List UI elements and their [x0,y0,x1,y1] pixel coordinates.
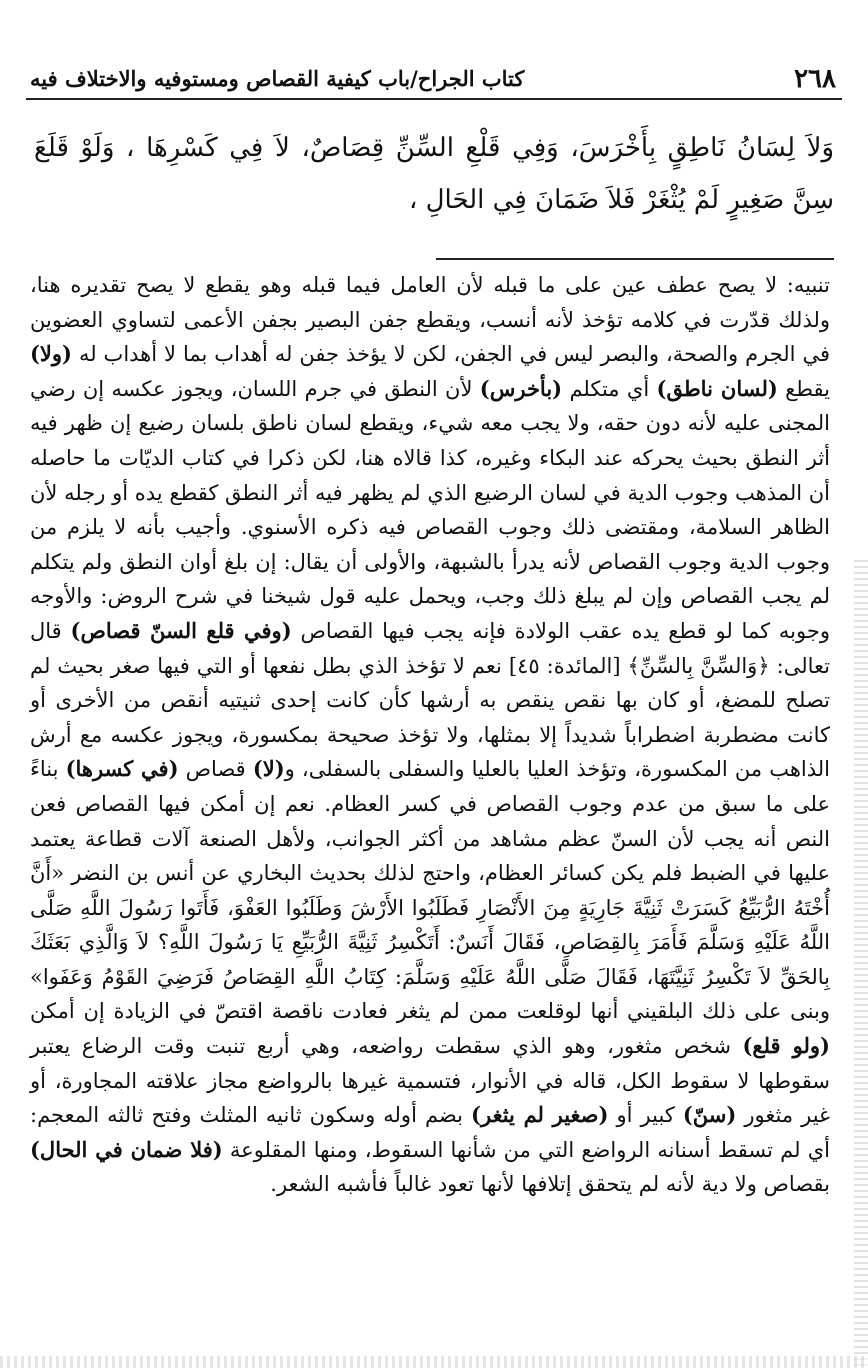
matn-quote: (لا) [252,756,285,782]
commentary-segment: يقطع [777,376,831,401]
commentary-segment: بناءً على ما سبق من عدم وجوب القصاص في كسر العظام. نعم إن أمكن فيها القصاص فعن النص أنه يجب لأن السنّ عظم مشاهد من أكثر الجوانب، ولأهل الصنعة آلات قطاعة يعتمد عليها في الضبط فلم يكن كسائر العظام، واحتج لذلك بحديث البخاري عن أنس بن النضر «أَنَّ أُخْتَهُ الرُّبَيِّعُ كَسَرَتْ ثَنِيَّةَ جَارِيَةٍ مِنَ الأَنْصَارِ فَطَلَبُوا الأَرْشَ وَطَلَبُوا العَفْوَ، فَأَتَوا رَسُولَ اللَّهِ صَلَّى اللَّهُ عَلَيْهِ وَسَلَّمَ فَأَمَرَ بِالقِصَاصِ، فَقَالَ أَنَسٌ: أَتَكْسِرُ ثَنِيَّةَ الرُّبَيِّعِ يَا رَسُولَ اللَّهِ؟ لاَ وَالَّذِي بَعَثَكَ بِالحَقِّ لاَ تَكْسِرُ ثَنِيَّتَهَا، فَقَالَ صَلَّى اللَّهُ عَلَيْهِ وَسَلَّمَ: كِتَابُ اللَّهِ القِصَاصُ فَرَضِيَ القَوْمُ وَعَفَوا» وبنى على ذلك البلقيني أنها لوقلعت ممن لم يثغر فعادت ناقصة اقتصّ في الزيادة إن أمكن [30,757,830,1024]
matn-quote: (بأخرس) [479,375,563,401]
matn-quote: (سنّ) [682,1102,737,1128]
commentary-paragraph [30,268,830,1202]
page-number: ٢٦٨ [794,64,836,94]
commentary [30,268,830,1202]
commentary-segment: بضم أوله وسكون ثانيه المثلث وفتح ثالثه المعجم: أي لم تسقط أسنانه الرواضع التي من شأنها السقوط، ومنها المقلوعة [30,1103,830,1162]
matn-quote: (لسان ناطق) [656,375,778,401]
matn-quote: (صغير لم يثغر) [471,1102,609,1128]
matn-quote: (فلا ضمان في الحال) [30,1136,223,1162]
commentary-segment: قال تعالى: ﴿وَالسِّنَّ بِالسِّنِّ﴾ [المائدة: ٤٥] نعم لا تؤخذ الذي بطل نفعها أو التي فيها صغر بحيث لم تصلح للمضغ، أو كان بها نقص ينقص به أرشها كأن كانت إحدى ثنيتيه أنقص من الأخرى أو كانت مضطربة اضطراباً شديداً إلا بمثلها، ولا تؤخذ صحيحة بمكسورة، ويجوز عكسه مع أرش الذاهب من المكسورة، وتؤخذ العليا بالعليا والسفلى بالسفلى، و [30,618,830,782]
matn-quote: (في كسرها) [65,756,179,782]
matn-quote: (ولو قلع) [742,1033,830,1059]
commentary-segment: تنبيه: لا يصح عطف عين على ما قبله لأن العامل فيما قبله وهو يقطع لا يصح تقديره هنا، ولذلك قدّرت في كلامه تؤخذ لأنه أنسب، ويقطع جفن البصير بجفن الأعمى لتساوي العضوين في الجرم والصحة، والبصر ليس في الجفن، لكن لا يؤخذ جفن له أهداب بما لا أهداب له [30,273,831,367]
commentary-segment: أي متكلم [562,376,657,401]
separator-rule [436,258,834,260]
commentary-segment: قصاص [178,757,253,782]
commentary-segment: كبير أو [608,1103,683,1128]
commentary-segment: بقصاص ولا دية لأنه لم يتحقق إتلافها لأنها تعود غالباً فأشبه الشعر. [270,1172,830,1197]
running-title: كتاب الجراح/باب كيفية القصاص ومستوفيه والاختلاف فيه [30,66,525,91]
matn-text: وَلاَ لِسَانُ نَاطِقٍ بِأَخْرَسَ، وَفِي قَلْعِ السِّنِّ قِصَاصٌ، لاَ فِي كَسْرِهَا ، وَلَوْ قَلَعَ سِنَّ صَغِيرٍ لَمْ يُثْغَرْ فَلاَ ضَمَانَ فِي الحَالِ ، [34,133,834,215]
matn-quote: (ولا) [30,341,72,367]
page-edge-decoration [854,560,868,1368]
page-bottom-decoration [0,1356,868,1368]
page-header [26,62,842,100]
commentary-segment: لأن النطق في جرم اللسان، ويجوز عكسه إن رضي المجنى عليه لأنه دون حقه، ولا يجب معه شيء، ويقطع لسان ناطق بلسان رضيع إن ظهر فيه أثر النطق بحيث يحركه عند البكاء وغيره، كذا قالاه هنا، لكن ذكرا في كتاب الديّات ما حاصله أن المذهب وجوب الدية في لسان الرضيع الذي لم يظهر فيه أثر النطق كقطع يده أو رجله لأن الظاهر السلامة، ومقتضى ذلك وجوب القصاص فيه ذكره الأسنوي. وأجيب بأنه لا يلزم من وجوب الدية وجوب القصاص لأنه يدرأ بالشبهة، والأولى أن يقال: إن بلغ أوان النطق ولم يتكلم لم يجب القصاص وإن لم يبلغ ذلك وجب، ويحمل عليه قول شيخنا في شرح الروض: والأوجه وجوبه كما لو قطع يده عقب الولادة فإنه يجب فيها القصاص [30,376,830,643]
commentary-segment: شخص مثغور، وهو الذي سقطت رواضعه، وهي أربع تنبت وقت الرضاع يعتبر سقوطها لا سقوط الكل، قاله في الأنوار، فتسمية غيرها بالرواضع مجاز علاقته المجاورة، أو غير مثغور [30,1034,831,1128]
matn-quote: (وفي قلع السنّ قصاص) [70,617,292,643]
